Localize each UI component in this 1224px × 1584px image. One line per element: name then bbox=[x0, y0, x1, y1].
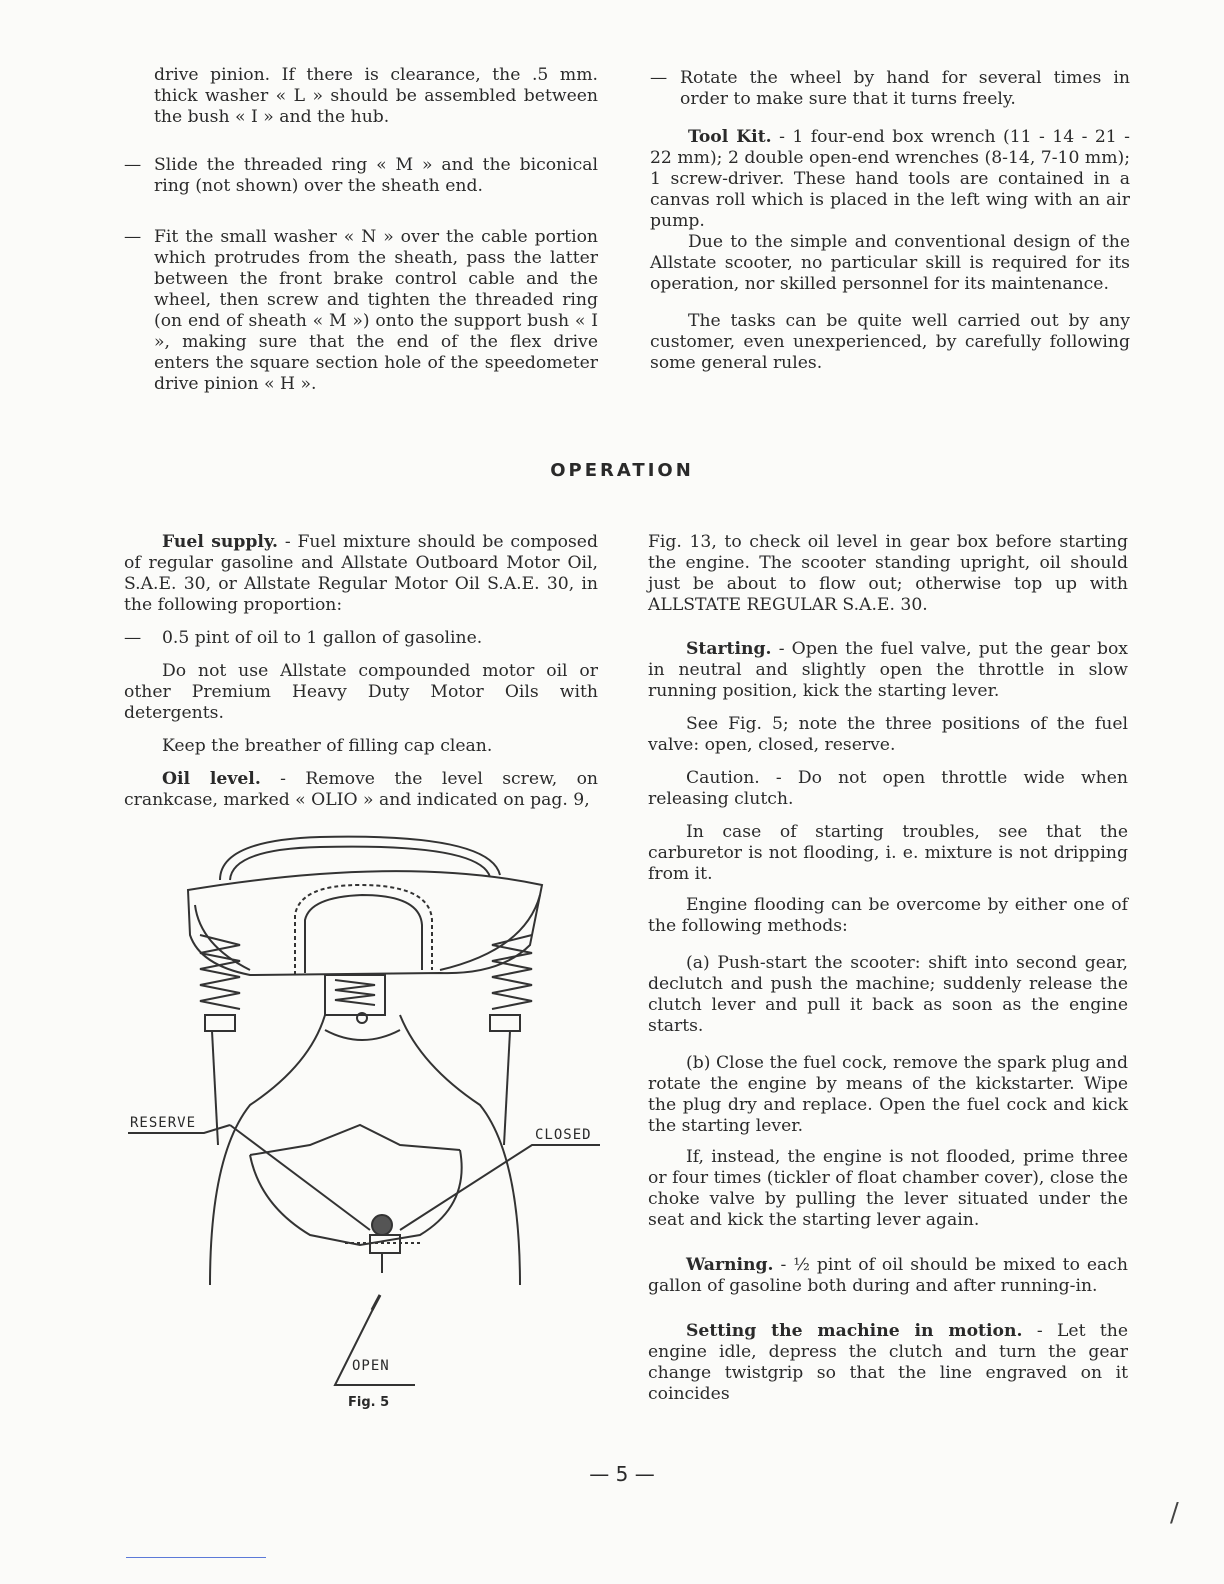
right-top-column bbox=[650, 68, 1130, 374]
right-bottom-column bbox=[648, 532, 1128, 1405]
section-heading: Fuel supply. bbox=[162, 532, 278, 552]
section-heading: Setting the machine in motion. bbox=[686, 1321, 1023, 1341]
list-item: — Slide the threaded ring « M » and the biconical ring (not shown) over the sheath end. bbox=[124, 155, 598, 196]
paragraph: Engine flooding can be overcome by either one of the following methods: bbox=[648, 895, 1128, 936]
section-heading: Oil level. bbox=[162, 769, 261, 789]
section-heading: Starting. bbox=[686, 639, 772, 659]
paragraph: drive pinion. If there is clearance, the .5 mm. thick washer « L » should be assembled between the bush « I » and the hub. bbox=[154, 65, 598, 127]
list-item: — Fit the small washer « N » over the cable portion which protrudes from the sheath, pass the latter between the front brake control cable and the wheel, then screw and tighten the threaded ring (on end of sheath « M ») onto the support bush « I », making sure that the end of the flex drive enters the square section hole of the speedometer drive pinion « H ». bbox=[124, 227, 598, 394]
paragraph: Setting the machine in motion. - Let the engine idle, depress the clutch and turn the gear change twistgrip so that the line engraved on it coincides bbox=[648, 1321, 1128, 1404]
paragraph: If, instead, the engine is not flooded, prime three or four times (tickler of float chamber cover), close the choke valve by pulling the lever situated under the seat and kick the starting lever again. bbox=[648, 1147, 1128, 1230]
section-heading: Tool Kit. bbox=[688, 127, 772, 147]
open-label: OPEN bbox=[352, 1358, 390, 1374]
scan-mark: / bbox=[1170, 1498, 1179, 1528]
paragraph: Caution. - Do not open throttle wide when releasing clutch. bbox=[648, 768, 1128, 809]
figure-caption: Fig. 5 bbox=[348, 1395, 390, 1410]
scan-artifact-line bbox=[126, 1557, 266, 1558]
reserve-label: RESERVE bbox=[130, 1115, 197, 1131]
paragraph: (a) Push-start the scooter: shift into second gear, declutch and push the machine; suddenly release the clutch lever and pull it back as soon as the engine starts. bbox=[648, 953, 1128, 1036]
left-bottom-column bbox=[124, 532, 598, 811]
paragraph: Due to the simple and conventional design of the Allstate scooter, no particular skill is required for its operation, nor skilled personnel for its maintenance. bbox=[650, 232, 1130, 294]
list-item: — Rotate the wheel by hand for several times in order to make sure that it turns freely. bbox=[650, 68, 1130, 109]
paragraph: Rotate the wheel by hand for several times in order to make sure that it turns freely. bbox=[680, 68, 1130, 109]
paragraph: Starting. - Open the fuel valve, put the gear box in neutral and slightly open the throttle in slow running position, kick the starting lever. bbox=[648, 639, 1129, 701]
paragraph: Oil level. - Remove the level screw, on crankcase, marked « OLIO » and indicated on pag. 9, bbox=[124, 769, 598, 810]
paragraph: Slide the threaded ring « M » and the biconical ring (not shown) over the sheath end. bbox=[154, 155, 598, 196]
paragraph: Fit the small washer « N » over the cable portion which protrudes from the sheath, pass the latter between the front brake control cable and the wheel, then screw and tighten the threaded ring (on end of sheath « M ») onto the support bush « I », making sure that the end of the flex drive enters the square section hole of the speedometer drive pinion « H ». bbox=[154, 227, 598, 394]
paragraph: (b) Close the fuel cock, remove the spark plug and rotate the engine by means of the kickstarter. Wipe the plug dry and replace. Open the fuel cock and kick the starting lever. bbox=[648, 1053, 1128, 1136]
paragraph: The tasks can be quite well carried out by any customer, even unexperienced, by carefully following some general rules. bbox=[650, 311, 1130, 373]
paragraph: See Fig. 5; note the three positions of the fuel valve: open, closed, reserve. bbox=[648, 714, 1128, 755]
scooter-fuel-valve-figure bbox=[100, 825, 620, 1425]
paragraph: Keep the breather of filling cap clean. bbox=[162, 736, 493, 756]
closed-label: CLOSED bbox=[535, 1127, 592, 1143]
paragraph: Fig. 13, to check oil level in gear box before starting the engine. The scooter standing upright, oil should just be about to flow out; otherwise top up with ALLSTATE REGULAR S.A.E. 30. bbox=[648, 532, 1128, 615]
list-item: — 0.5 pint of oil to 1 gallon of gasoline. bbox=[124, 628, 598, 649]
paragraph: Fuel supply. - Fuel mixture should be composed of regular gasoline and Allstate Outboard Motor Oil, S.A.E. 30, or Allstate Regular Motor Oil S.A.E. 30, in the following proportion: bbox=[124, 532, 598, 615]
section-heading: Warning. bbox=[686, 1255, 774, 1275]
paragraph: Warning. - ½ pint of oil should be mixed to each gallon of gasoline both during and after running-in. bbox=[648, 1255, 1128, 1296]
page-number: — 5 — bbox=[589, 1462, 655, 1486]
paragraph: 0.5 pint of oil to 1 gallon of gasoline. bbox=[162, 628, 483, 648]
paragraph: In case of starting troubles, see that the carburetor is not flooding, i. e. mixture is not dripping from it. bbox=[648, 822, 1128, 884]
section-title: OPERATION bbox=[550, 460, 694, 481]
paragraph: Do not use Allstate compounded motor oil or other Premium Heavy Duty Motor Oils with detergents. bbox=[124, 661, 598, 723]
left-top-column bbox=[124, 65, 598, 395]
paragraph: Tool Kit. - 1 four-end box wrench (11 - 14 - 21 - 22 mm); 2 double open-end wrenches (8-14, 7-10 mm); 1 screw-driver. These hand tools are contained in a canvas roll which is placed in the left wing with an air pump. bbox=[650, 127, 1130, 231]
